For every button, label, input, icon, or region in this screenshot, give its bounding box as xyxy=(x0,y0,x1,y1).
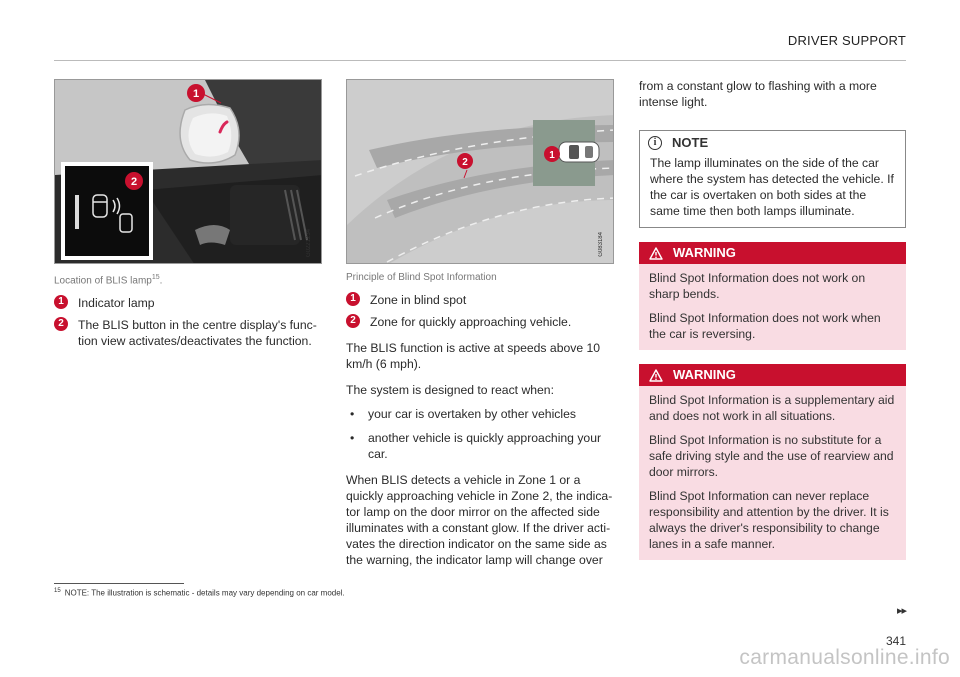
warning-triangle-icon xyxy=(649,369,663,382)
bullet-item xyxy=(346,430,614,462)
callout-number: 2 xyxy=(54,317,68,331)
blind-spot-illustration xyxy=(347,80,614,264)
figure-caption: Location of BLIS lamp$^{15}$. xyxy=(54,274,163,287)
warning-box-1 xyxy=(639,242,906,350)
footnote-divider xyxy=(54,583,184,584)
header-divider xyxy=(54,60,906,61)
footnote-number: 15 xyxy=(54,588,61,594)
body-paragraph: from a constant glow to flashing with a more intense light. xyxy=(639,79,877,109)
warning-text: Blind Spot Information is no substitute for a safe driving style and the use of rearview and door mirrors. xyxy=(649,433,894,479)
column-middle xyxy=(346,79,614,568)
callout-item-2 xyxy=(54,317,322,349)
warning-body xyxy=(639,264,906,350)
warning-text: Blind Spot Information is a supplementary aid and does not work in all situations. xyxy=(649,393,895,423)
bullet-dot: • xyxy=(350,431,355,445)
note-text: The lamp illuminates on the side of the car where the system has detected the vehicle. If the car is overtaken on both sides at the same time then both lamps illuminate. xyxy=(650,156,894,218)
warning-heading: WARNING xyxy=(673,245,736,260)
callout-text: Zone for quickly approaching vehicle. xyxy=(370,315,572,329)
column-right xyxy=(639,78,906,560)
note-box xyxy=(639,130,906,228)
figure-blind-spot-principle xyxy=(346,79,614,264)
body-paragraph: The BLIS function is active at speeds above 10 km/h (6 mph). xyxy=(346,341,601,371)
callout-text: Zone in blind spot xyxy=(370,293,467,307)
callout-text: The BLIS button in the centre display's func-tion view activates/deactivates the function. xyxy=(78,318,317,349)
bullet-item xyxy=(346,406,614,422)
callout-number: 1 xyxy=(54,295,68,309)
bullet-dot: • xyxy=(350,407,355,421)
warning-heading: WARNING xyxy=(673,367,736,382)
note-heading: NOTE xyxy=(672,135,709,150)
image-code: G0221234 xyxy=(306,228,312,257)
callout-number: 2 xyxy=(346,314,360,328)
footnote xyxy=(54,588,345,598)
zone-badge-2-label: 2 xyxy=(462,157,468,168)
callout-item-1 xyxy=(54,295,322,311)
footnote-text: NOTE: The illustration is schematic - details may vary depending on car model. xyxy=(64,588,345,598)
blis-lamp-illustration xyxy=(55,80,322,264)
page-number: 341 xyxy=(885,634,906,648)
warning-header xyxy=(639,364,906,386)
warning-box-2 xyxy=(639,364,906,560)
callout-item-2 xyxy=(346,314,614,330)
bullet-text: another vehicle is quickly approaching your car. xyxy=(368,431,602,461)
warning-text: Blind Spot Information does not work on sharp bends. xyxy=(649,271,866,301)
zone-badge-1-label: 1 xyxy=(549,150,555,161)
callout-text: Indicator lamp xyxy=(78,296,155,311)
section-title: DRIVER SUPPORT xyxy=(787,33,906,48)
callout-badge-2-label: 2 xyxy=(130,176,138,188)
warning-body xyxy=(639,386,906,560)
warning-header xyxy=(639,242,906,264)
warning-triangle-icon xyxy=(649,247,663,260)
figure-caption: Principle of Blind Spot Information xyxy=(346,272,497,283)
body-paragraph: The system is designed to react when: xyxy=(346,383,554,397)
note-header xyxy=(640,131,905,155)
car-icon xyxy=(559,142,599,162)
footnote-ref[interactable]: 15 xyxy=(151,274,160,281)
warning-text: Blind Spot Information does not work when the car is reversing. xyxy=(649,311,881,341)
watermark: carmanualsonline.info xyxy=(739,646,950,669)
bullet-text: your car is overtaken by other vehicles xyxy=(368,407,576,421)
column-left xyxy=(54,79,322,349)
info-icon: i xyxy=(648,136,662,150)
callout-badge-1-label: 1 xyxy=(192,88,200,100)
callout-number: 1 xyxy=(346,292,360,306)
callout-item-1 xyxy=(346,292,614,308)
warning-text: Blind Spot Information can never replace responsibility and attention by the driver. It is always the driver's responsibility to change lanes in a safe manner. xyxy=(649,489,889,551)
next-page-arrows-icon[interactable]: ▸▸ xyxy=(896,605,906,617)
figure-blis-lamp xyxy=(54,79,322,264)
body-paragraph: When BLIS detects a vehicle in Zone 1 or a quickly approaching vehicle in Zone 2, the indica-tor lamp on the door mirror on the affected side illuminates with a constant glow. If the driver acti-vates the direction indicator on the same side as the warning, the indicator lamp will change over xyxy=(346,473,613,567)
image-code: G083184 xyxy=(598,232,604,257)
